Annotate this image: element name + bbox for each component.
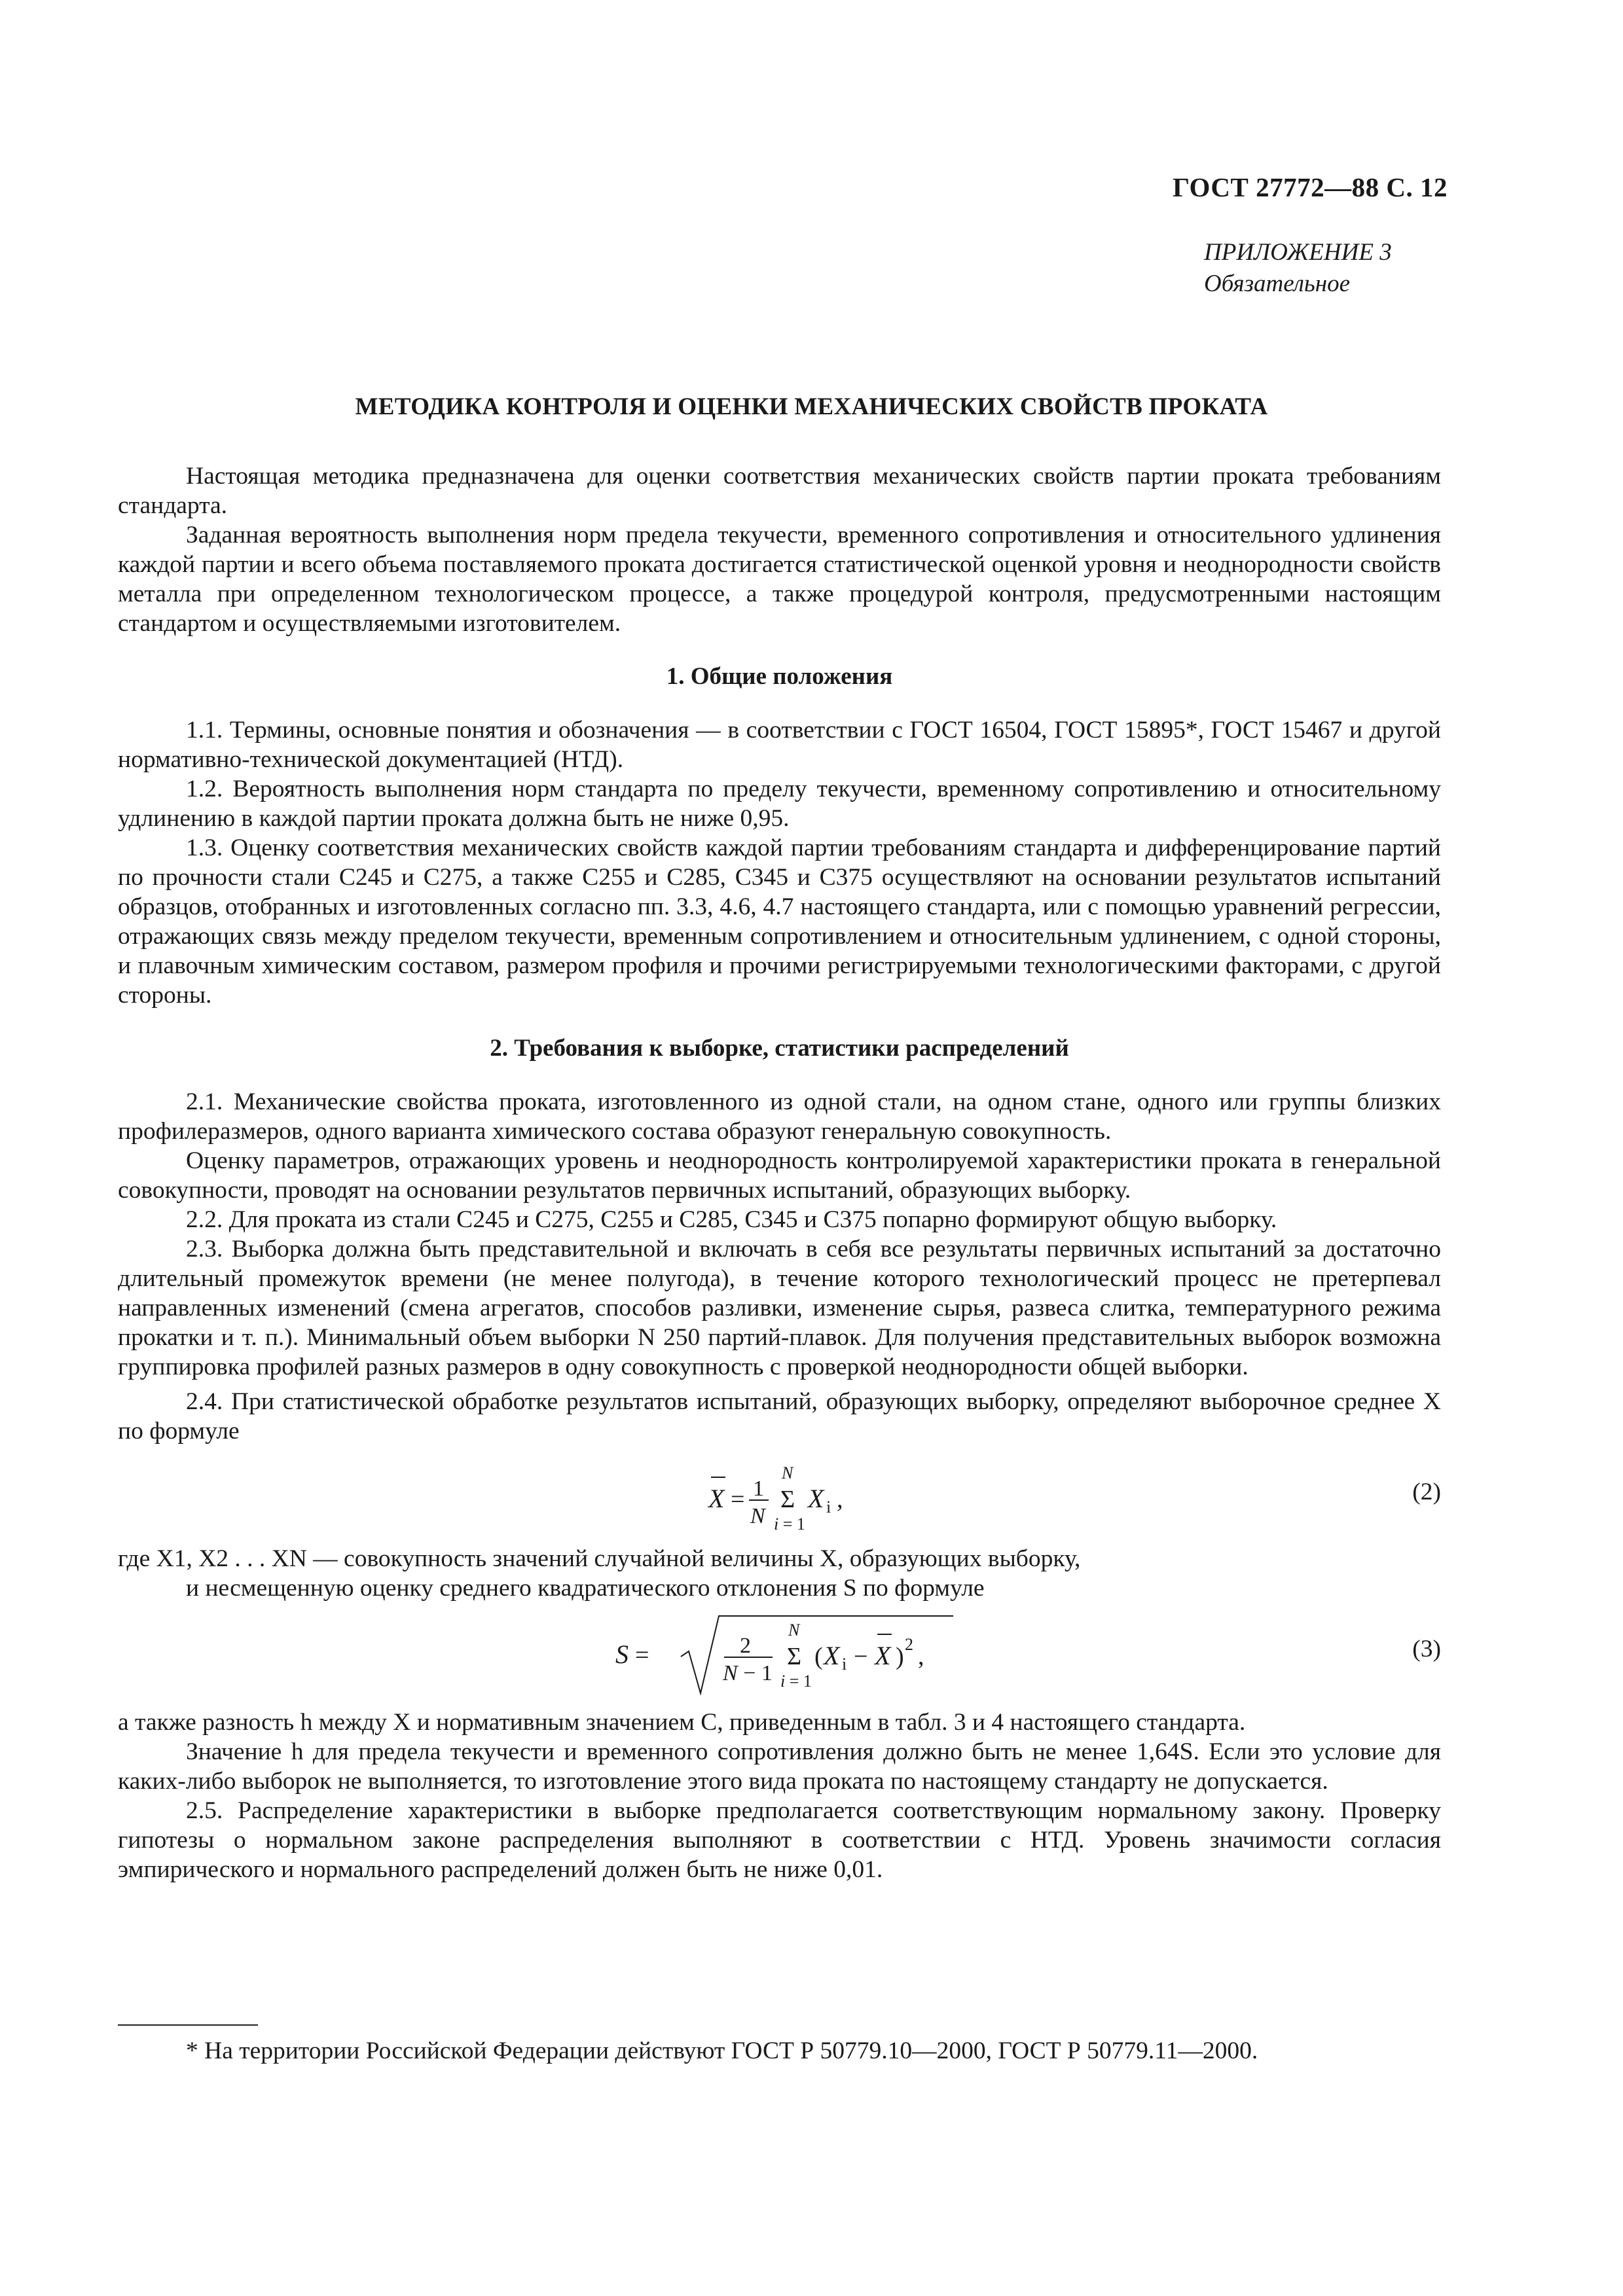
svg-text:=: = xyxy=(731,1486,745,1513)
svg-text:(: ( xyxy=(814,1643,823,1670)
svg-text:Σ: Σ xyxy=(780,1486,795,1513)
appendix-status: Обязательное xyxy=(1204,270,1351,297)
section-2-title: 2. Требования к выборке, статистики распределений xyxy=(490,1035,1069,1062)
svg-text:N − 1: N − 1 xyxy=(723,1661,773,1685)
intro-paragraph-2: Заданная вероятность выполнения норм предела текучести, временного сопротивления и относительного удлинения каждой партии и всего объема поставляемого проката достигается статистической оценкой уровня и неоднородности свойств металла при определенном технологическом процессе, а также процедурой контроля, предусмотренными настоящим стандартом и осуществляемыми изготовителем. xyxy=(118,522,1441,637)
section-1-clause-3: 1.3. Оценку соответствия механических свойств каждой партии требованиям стандарта и дифференцирование партий по прочности стали С245 и С275, а также С255 и С285, С345 и С375 осуществляют на основании результатов испытаний образцов, отобранных и изготовленных согласно пп. 3.3, 4.6, 4.7 настоящего стандарта, или с помощью уравнений регрессии, отражающих связь между пределом текучести, временным сопротивлением и относительным удлинением, с одной стороны, и плавочным химическим составом, размером профиля и прочими регистрируемыми технологическими факторами, с другой стороны. xyxy=(118,834,1441,1009)
svg-text:,: , xyxy=(918,1643,924,1670)
svg-text:i = 1: i = 1 xyxy=(774,1515,805,1534)
section-1-title: 1. Общие положения xyxy=(666,663,893,690)
svg-text:S: S xyxy=(615,1640,629,1669)
footnote: * На территории Российской Федерации действуют ГОСТ Р 50779.10—2000, ГОСТ Р 50779.11—2000. xyxy=(186,2037,1258,2064)
document-title: МЕТОДИКА КОНТРОЛЯ И ОЦЕНКИ МЕХАНИЧЕСКИХ СВОЙСТВ ПРОКАТА xyxy=(355,393,1268,420)
formula-std-deviation xyxy=(118,1609,1441,1701)
svg-text:X: X xyxy=(875,1641,891,1670)
formula-std-deviation-graphic xyxy=(118,1609,1165,1701)
svg-text:1: 1 xyxy=(753,1477,764,1501)
svg-text:,: , xyxy=(837,1486,843,1513)
svg-text:N: N xyxy=(750,1504,765,1528)
section-2-h-requirement: Значение h для предела текучести и временного сопротивления должно быть не менее 1,64S. Если это условие для каких-либо выборок не выполняется, то изготовление этого вида проката по настоящему стандарту не допускается. xyxy=(118,1738,1441,1795)
svg-text:N: N xyxy=(782,1463,793,1482)
svg-text:X: X xyxy=(824,1641,840,1670)
appendix-block xyxy=(1204,237,1392,300)
section-2-difference: а также разность h между X и нормативным значением С, приведенным в табл. 3 и 4 настоящего стандарта. xyxy=(118,1709,1246,1736)
footnote-divider xyxy=(118,2024,258,2026)
svg-text:N: N xyxy=(788,1621,800,1640)
formula-mean-graphic xyxy=(118,1452,1165,1537)
formula-2-number: (2) xyxy=(1412,1479,1441,1505)
svg-text:Σ: Σ xyxy=(787,1643,802,1670)
formula-mean xyxy=(118,1452,1441,1537)
svg-text:i = 1: i = 1 xyxy=(780,1672,812,1691)
svg-text:i: i xyxy=(842,1655,847,1674)
section-2-clause-4: 2.4. При статистической обработке результатов испытаний, образующих выборку, определяют выборочное среднее X по формуле xyxy=(118,1388,1441,1444)
document-body xyxy=(118,461,1441,1884)
appendix-label: ПРИЛОЖЕНИЕ 3 xyxy=(1204,239,1392,266)
svg-text:): ) xyxy=(896,1643,904,1670)
section-1-clause-2: 1.2. Вероятность выполнения норм стандарта по пределу текучести, временному сопротивлению и относительному удлинению в каждой партии проката должна быть не ниже 0,95. xyxy=(118,776,1441,832)
section-2-clause-1: 2.1. Механические свойства проката, изготовленного из одной стали, на одном стане, одного или группы близких профилеразмеров, одного варианта химического состава образуют генеральную совокупность. xyxy=(118,1088,1441,1145)
svg-text:−: − xyxy=(854,1643,868,1670)
section-2-std-deviation-intro: и несмещенную оценку среднего квадратического отклонения S по формуле xyxy=(186,1575,985,1602)
svg-text:=: = xyxy=(635,1641,649,1669)
section-2-definition: где X1, X2 . . . XN — совокупность значений случайной величины X, образующих выборку, xyxy=(118,1545,1081,1572)
svg-text:X: X xyxy=(708,1484,725,1513)
svg-text:2: 2 xyxy=(905,1635,913,1654)
svg-text:2: 2 xyxy=(740,1634,751,1658)
section-2-clause-3: 2.3. Выборка должна быть представительной и включать в себя все результаты первичных испытаний за достаточно длительный промежуток времени (не менее полугода), в течение которого технологический процесс не претерпевал направленных изменений (смена агрегатов, способов разливки, изменение сырья, развеса слитка, температурного режима прокатки и т. п.). Минимальный объем выборки N 250 партий-плавок. Для получения представительных выборок возможна группировка профилей разных размеров в одну совокупность с проверкой неоднородности общей выборки. xyxy=(118,1236,1441,1380)
svg-text:X: X xyxy=(808,1484,824,1513)
intro-paragraph-1: Настоящая методика предназначена для оценки соответствия механических свойств партии проката требованиям стандарта. xyxy=(118,463,1441,519)
formula-3-number: (3) xyxy=(1412,1636,1441,1662)
document-reference: ГОСТ 27772—88 С. 12 xyxy=(1172,172,1448,202)
section-2-paragraph: Оценку параметров, отражающих уровень и неоднородность контролируемой характеристики проката в генеральной совокупности, проводят на основании результатов первичных испытаний, образующих выборку. xyxy=(118,1147,1441,1204)
section-1-clause-1: 1.1. Термины, основные понятия и обозначения — в соответствии с ГОСТ 16504, ГОСТ 15895*, ГОСТ 15467 и другой нормативно-технической документацией (НТД). xyxy=(118,717,1441,773)
section-2-clause-5: 2.5. Распределение характеристики в выборке предполагается соответствующим нормальному закону. Проверку гипотезы о нормальном законе распределения выполняют в соответствии с НТД. Уровень значимости согласия эмпирического и нормального распределений должен быть не ниже 0,01. xyxy=(118,1797,1441,1883)
svg-text:i: i xyxy=(826,1498,831,1516)
section-2-clause-2: 2.2. Для проката из стали С245 и С275, С255 и С285, С345 и С375 попарно формируют общую выборку. xyxy=(186,1206,1277,1233)
